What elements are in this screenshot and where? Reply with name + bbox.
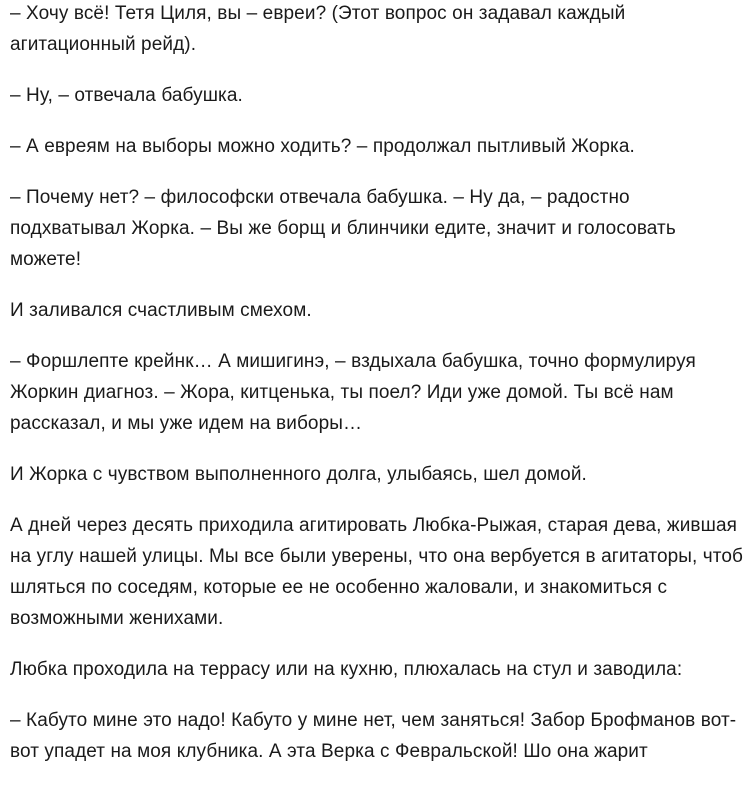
paragraph-3: – А евреям на выборы можно ходить? – продолжал пытливый Жорка. xyxy=(10,136,635,157)
paragraph-1: – Хочу всё! Тетя Циля, вы – евреи? (Этот вопрос он задавал каждый агитационный рейд). xyxy=(10,3,626,55)
paragraph-7: И Жорка с чувством выполненного долга, улыбаясь, шел домой. xyxy=(10,464,587,485)
paragraph-5: И заливался счастливым смехом. xyxy=(10,300,312,321)
paragraph-8: А дней через десять приходила агитировать Любка-Рыжая, старая дева, жившая на углу нашей улицы. Мы все были уверены, что она вербуется в агитаторы, чтоб шляться по соседям, которые ее не особенно жаловали, и знакомиться с возможными женихами. xyxy=(10,515,744,629)
paragraph-10: – Кабуто мине это надо! Кабуто у мине нет, чем заняться! Забор Брофманов вот-вот упадет на моя клубника. А эта Верка с Февральской! Шо она жарит xyxy=(10,710,737,762)
paragraph-6: – Форшлепте крейнк… А мишигинэ, – вздыхала бабушка, точно формулируя Жоркин диагноз. – Жора, китценька, ты поел? Иди уже домой. Ты всё нам рассказал, и мы уже идем на виборы… xyxy=(10,351,696,434)
paragraph-2: – Ну, – отвечала бабушка. xyxy=(10,85,243,106)
paragraph-9: Любка проходила на террасу или на кухню, плюхалась на стул и заводила: xyxy=(10,659,683,680)
paragraph-4: – Почему нет? – философски отвечала бабушка. – Ну да, – радостно подхватывал Жорка. – Вы же борщ и блинчики едите, значит и голосовать можете! xyxy=(10,187,676,270)
article-body xyxy=(10,0,750,787)
